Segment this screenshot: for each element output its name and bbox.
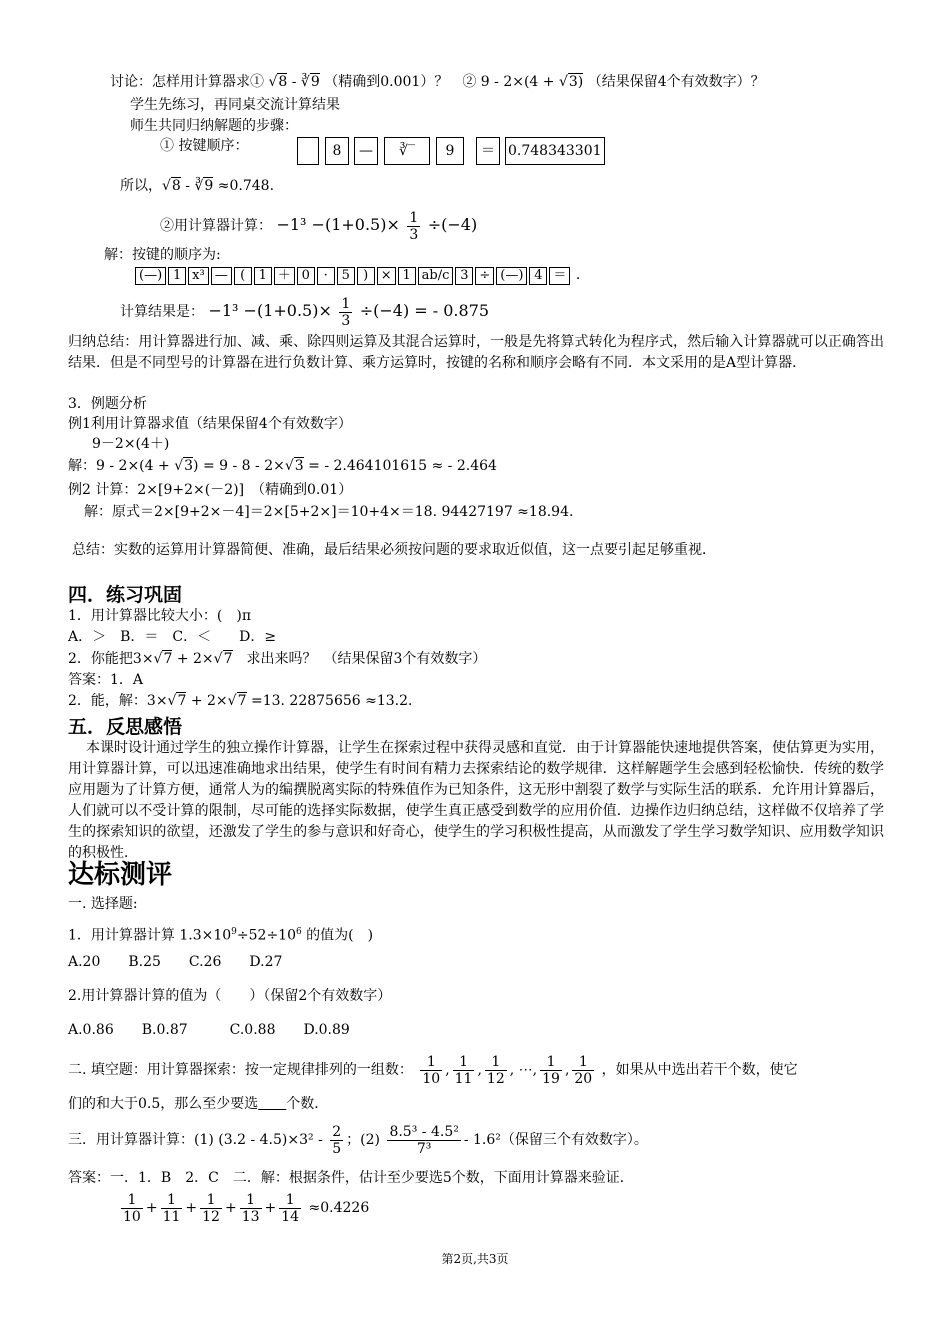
key: (—) [135,267,166,285]
test-part2-cont: 们的和大于0.5，那么至少要选 个数． [68,1096,329,1112]
key: (—) [496,267,527,285]
so-line: 所以，√8 - ∛9 ≈0.748. [120,178,275,194]
test-q1: 1．用计算器计算 $1.3\times 10^9\div 52\div 10^6$ 的值为( ) [68,927,374,944]
discussion-line2: 学生先练习，再同桌交流计算结果 [130,97,340,113]
key: ÷ [475,267,494,285]
solution-keys: (—) 1 x³ — ( 1 ＋ 0 · 5 ) × 1 ab/c 3 ÷ (—) 4 ＝ . [134,265,580,285]
test-q2-options: A.0.86 B.0.87 C.0.88 D.0.89 [68,1022,350,1038]
practice-q2: 2．你能把3×√7 + 2×√7 求出来吗？ （结果保留3个有效数字） [68,651,487,667]
step1-label: ① 按键顺序： [160,138,249,154]
examples-heading: 3．例题分析 [68,396,147,412]
section4-heading: 四．练习巩固 [68,584,183,606]
section5-heading: 五．反思感悟 [68,716,183,738]
key: · [317,267,335,285]
summary2: 总结：实数的运算用计算器简便、准确，最后结果必须按问题的要求取近似值，这一点要引起足够重视． [72,542,716,558]
key: 3 [455,267,473,285]
step2-line: ②用计算器计算： −1³ −(1+0.5)× $\frac{1}{3}$ ÷(−4) [160,209,478,243]
key: ab/c [418,267,454,285]
solution-label: 解：按键的顺序为: [104,247,221,263]
example1-title: 例1利用计算器求值（结果保留4个有效数字） [68,416,352,432]
key: x³ [188,267,209,285]
test-answer-sum: $\frac{1}{10}$ + $\frac{1}{11}$ + $\frac{1}{12}$ + $\frac{1}{13}$ + $\frac{1}{14}$ ≈0.4226 [123,1191,370,1225]
key-9: 9 [436,137,464,165]
key-minus: — [354,137,378,165]
reflection-paragraph: 本课时设计通过学生的独立操作计算器，让学生在探索过程中获得灵感和直觉．由于计算器能快速地提供答案，使估算更为实用，用计算器计算，可以迅速准确地求出结果，使学生有时间有精力去探索结论的数学规律．这样解题学生会感到轻松愉快．传统的数学应用题为了计算方便，通常人为的编撰脱离实际的特殊值作为已知条件，这无形中割裂了数学与实际生活的联系．允许用计算器后，人们就可以不受计算的限制，尽可能的选择实际数据，使学生真正感受到数学的应用价值．边操作边归纳总结，这样做不仅培养了学生的探索知识的欲望，还激发了学生的参与意识和好奇心，使学生的学习积极性提高，从而激发了学生学习数学知识、应用数学知识的积极性． [68,740,884,861]
key: 5 [337,267,355,285]
example2-title: 例2 计算：2×[9+2×(－2)] （精确到0.01） [68,482,353,498]
test-q1-options: A.20 B.25 C.26 D.27 [68,954,283,970]
test-part1: 一. 选择题: [68,896,138,912]
summary-paragraph: 归纳总结：用计算器进行加、减、乘、除四则运算及其混合运算时，一般是先将算式转化为程序式，然后输入计算器就可以正确答出结果．但是不同型号的计算器在进行负数计算、乘方运算时，按键的名称和顺序会略有不同．本文采用的是A型计算器． [68,334,884,371]
test-part2: 二. 填空题：用计算器探索：按一定规律排列的一组数： $\frac{1}{10}$ , $\frac{1}{11}$ , $\frac{1}{12}$ , ⋯, $\frac{1}{19}$ , $\frac{1}{20}$ ，如果从中选出若干个数，使它 [68,1053,798,1087]
key: 1 [398,267,416,285]
test-part3: 三．用计算器计算：(1) (3.2 - 4.5)×3² - $\frac{2}{5}$ ；(2) $\frac{\text{8.5³ - 4.5²}}{\text{7³}}$ - 1.6²（保留三个有效数字）。 [68,1123,648,1157]
key-equals: ＝ [476,137,500,165]
result-line: 计算结果是： −1³ −(1+0.5)× $\frac{1}{3}$ ÷(−4) = - 0.875 [120,295,490,329]
key: 1 [168,267,186,285]
expr-sqrt8-cbrt9: √8 - ∛9 [268,74,320,90]
page-footer: 第2页,共3页 [441,1252,509,1266]
practice-answer1: 答案：1．A [68,672,144,688]
discussion-line3: 师生共同归纳解题的步骤： [130,118,298,134]
discussion-line: 讨论：怎样用计算器求① √8 - ∛9 （精确到0.001）？ ② 9 - 2×(4 + √3) （结果保留4个有效数字）？ [110,74,765,90]
step1-result: 0.748343301 [505,137,605,165]
test-heading: 达标测评 [68,860,173,890]
fraction: $\frac{1}{3}$ [409,209,419,243]
key: 4 [529,267,547,285]
key: × [377,267,396,285]
example1-expr: 9－2×(4＋) [92,436,170,452]
key: ( [234,267,252,285]
key-cbrt: ∛‾ [384,137,430,165]
practice-q1-options: A．＞ B．＝ C．＜ D．≥ [68,629,277,645]
example1-solution: 解：9 - 2×(4 + √3) = 9 - 8 - 2×√3 = - 2.464101615 ≈ - 2.464 [68,458,497,474]
practice-answer2: 2．能，解：3×√7 + 2×√7 =13. 22875656 ≈13.2． [68,693,423,709]
key: 1 [254,267,272,285]
practice-q1: 1．用计算器比较大小：( )π [68,608,252,624]
example2-solution: 解：原式＝2×[9+2×－4]＝2×[5+2×]＝10+4×＝18. 94427197 ≈18.94. [84,504,574,520]
key: 0 [297,267,315,285]
key: ) [357,267,375,285]
test-q2: 2.用计算器计算的值为（ ）（保留2个有效数字） [68,988,392,1004]
key: ＝ [549,267,570,285]
key-8: 8 [325,137,349,165]
blank-key [297,137,319,165]
key: ＋ [274,267,295,285]
key: — [211,267,232,285]
test-answer: 答案：一．1．B 2．C 二．解：根据条件，估计至少要选5个数，下面用计算器来验证． [68,1170,634,1186]
discussion-prefix: 讨论：怎样用计算器求① [110,74,264,90]
